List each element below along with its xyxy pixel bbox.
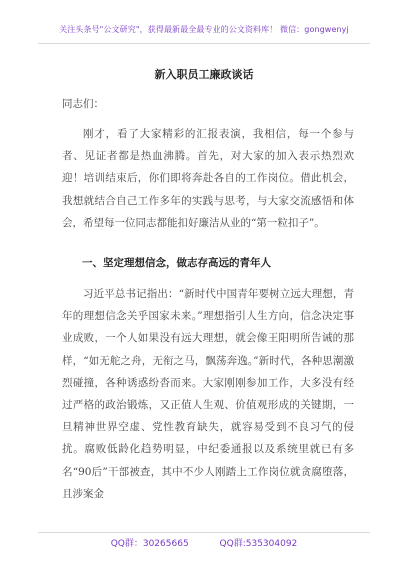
header-divider <box>38 43 370 44</box>
paragraph-body: 习近平总书记指出：“新时代中国青年要树立远大理想，青年的理想信念关乎国家未来。”理想指引人生方向，信念决定事业成败，一个人如果没有远大理想，就会像王阳明所告诫的那样，“如无舵之舟，无衔之马，飘荡奔逸。”新时代，各种思潮激烈碰撞，各种诱惑纷沓而来。大家刚刚参加工作，大多没有经过严格的政治锻炼，又正值人生观、价值观形成的关键期，一旦精神世界空虚、党性教育缺失，就容易受到不良习气的侵扰。腐败低龄化趋势明显，中纪委通报以及系统里就已有多名“90后”干部被查，其中不少人刚踏上工作岗位就贪腐堕落，且涉案金 <box>62 288 354 500</box>
footer-qq-group-1: QQ群：30265665 <box>110 539 189 549</box>
footer-divider <box>38 532 370 533</box>
footer <box>0 536 408 549</box>
salutation: 同志们： <box>62 98 104 110</box>
section-heading: 一、坚定理想信念，做志存高远的青年人 <box>82 257 271 269</box>
header-promo-text: 关注头条号"公文研究"，获得最新最全最专业的公文资料库！ 微信：gongwenyj <box>59 25 349 34</box>
document-title: 新入职员工廉政谈话 <box>154 68 254 81</box>
footer-qq-group-2: QQ群:535304092 <box>219 539 298 549</box>
paragraph-intro: 刚才，看了大家精彩的汇报表演，我相信，每一个参与者、见证者都是热血沸腾。首先，对大家的加入表示热烈欢迎！培训结束后，你们即将奔赴各自的工作岗位。借此机会，我想就结合自己工作多年的实践与思考，与大家交流感悟和体会，希望每一位同志都能扣好廉洁从业的“第一粒扣子”。 <box>62 128 354 229</box>
